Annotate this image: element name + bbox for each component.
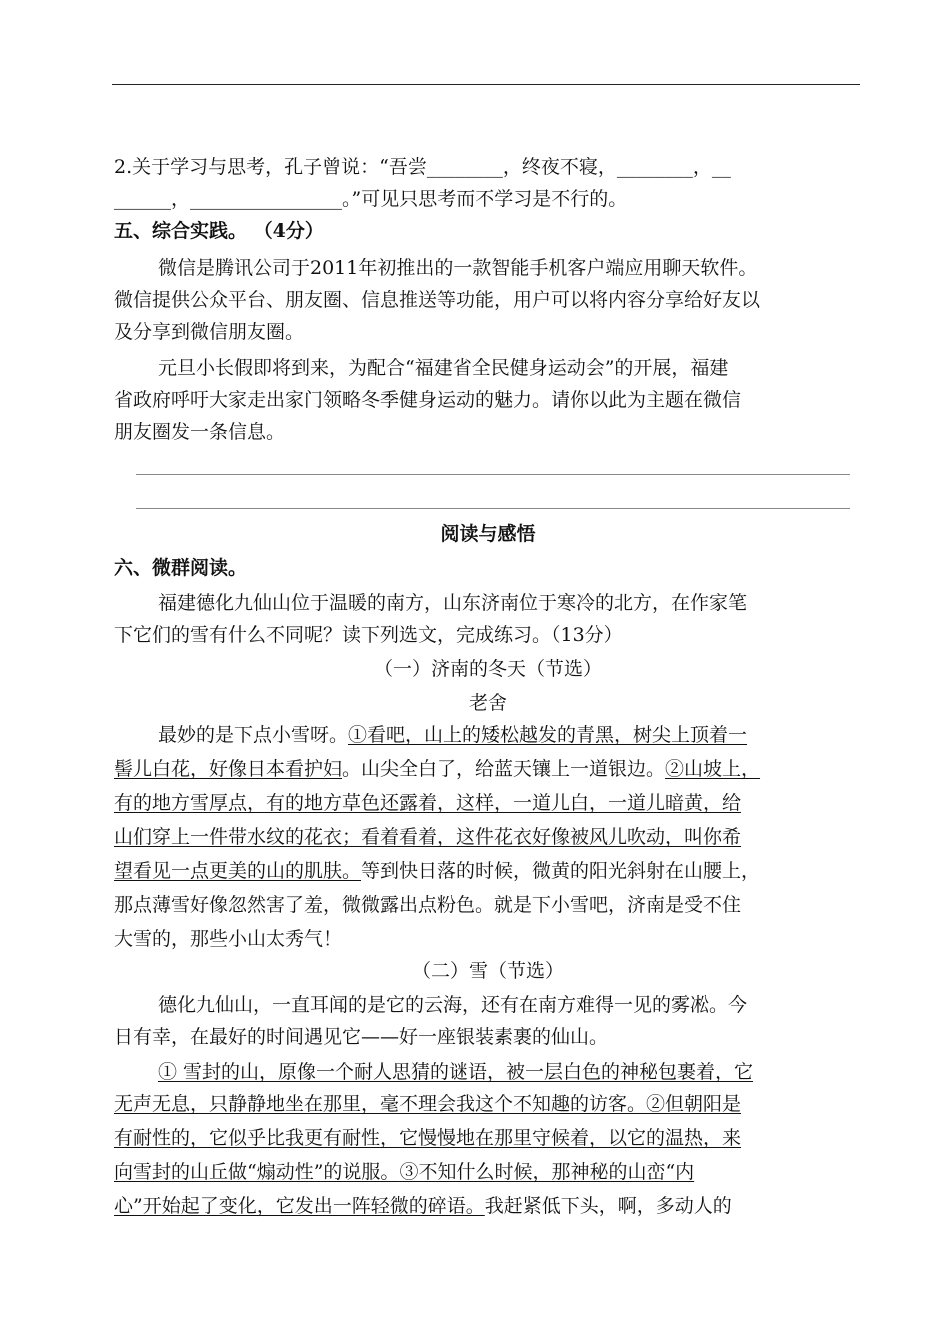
passage2-title: （二）雪（节选） xyxy=(411,960,564,982)
plain-text: 我赶紧低下头，啊，多动人的 xyxy=(484,1195,732,1217)
underlined-sentence-1: 无声无息，只静静地坐在那里，毫不理会我这个不知趣的访客。 xyxy=(114,1093,647,1115)
passage1-line-7: 大雪的，那些小山太秀气！ xyxy=(114,928,343,950)
section5-p1-line: 微信提供公众平台、朋友圈、信息推送等功能，用户可以将内容分享给好友以 xyxy=(114,289,761,311)
passage1-author: 老舍 xyxy=(468,692,507,714)
answer-line[interactable] xyxy=(136,474,850,475)
section5-p1-line: 及分享到微信朋友圈。 xyxy=(114,321,305,343)
passage2-line-6 xyxy=(114,1156,862,1188)
passage2-line-5 xyxy=(114,1122,862,1154)
section6-intro-line: 福建德化九仙山位于温暖的南方，山东济南位于寒冷的北方，在作家笔 xyxy=(158,592,748,614)
underlined-sentence-2: 山们穿上一件带水纹的花衣；看着看着，这件花衣好像被风儿吹动，叫你希 xyxy=(114,826,742,848)
section5-p2-line: 朋友圈发一条信息。 xyxy=(114,421,286,443)
passage1-title: （一）济南的冬天（节选） xyxy=(373,658,602,680)
underlined-sentence-3: ③不知什么时候，那神秘的山峦“内 xyxy=(399,1161,695,1183)
q2-line-1: 2.关于学习与思考，孔子曾说：“吾尝________，终夜不寝，________，__ xyxy=(114,156,731,178)
passage1-line-3 xyxy=(114,787,862,819)
section5-heading: 五、综合实践。 （4分） xyxy=(114,220,324,242)
reading-section-title: 阅读与感悟 xyxy=(440,523,536,545)
plain-text: 。山尖全白了，给蓝天镶上一道银边。 xyxy=(342,758,666,780)
top-rule xyxy=(112,84,860,85)
passage1-line-2 xyxy=(114,753,862,785)
passage2-p1-line: 日有幸，在最好的时间遇见它——好一座银装素裹的仙山。 xyxy=(114,1026,609,1048)
q2-line-2: ______，________________。”可见只思考而不学习是不行的。 xyxy=(114,188,628,210)
underlined-sentence-2: ②但朝阳是 xyxy=(646,1093,742,1115)
passage1-line-5 xyxy=(114,855,862,887)
underlined-sentence-1: ① 雪封的山，原像一个耐人思猜的谜语，被一层白色的神秘包裹着，它 xyxy=(158,1061,754,1083)
underlined-sentence-2: 有耐性的，它似乎比我更有耐性，它慢慢地在那里守候着，以它的温热，来 xyxy=(114,1127,742,1149)
section6-heading: 六、微群阅读。 xyxy=(114,557,248,579)
passage1-line-1 xyxy=(158,719,906,751)
section5-p2-line: 元旦小长假即将到来，为配合“福建省全民健身运动会”的开展，福建 xyxy=(158,357,729,379)
section5-p1-line: 微信是腾讯公司于2011年初推出的一款智能手机客户端应用聊天软件。 xyxy=(158,257,758,279)
underlined-sentence-3: 心”开始起了变化，它发出一阵轻微的碎语。 xyxy=(114,1195,485,1217)
section6-intro-line: 下它们的雪有什么不同呢？读下列选文，完成练习。（13分） xyxy=(114,624,623,646)
underlined-sentence-2: 望看见一点更美的山的肌肤。 xyxy=(114,860,362,882)
passage2-line-4 xyxy=(114,1088,862,1120)
passage2-line-7 xyxy=(114,1190,862,1222)
plain-text: 等到快日落的时候，微黄的阳光斜射在山腰上， xyxy=(361,860,761,882)
passage1-line-6: 那点薄雪好像忽然害了羞，微微露出点粉色。就是下小雪吧，济南是受不住 xyxy=(114,894,742,916)
passage2-p1-line: 德化九仙山，一直耳闻的是它的云海，还有在南方难得一见的雾凇。今 xyxy=(158,994,748,1016)
answer-line[interactable] xyxy=(136,508,850,509)
plain-text: 最妙的是下点小雪呀。 xyxy=(158,724,349,746)
underlined-sentence-2: 有的地方雪厚点，有的地方草色还露着，这样，一道儿白，一道儿暗黄，给 xyxy=(114,792,742,814)
underlined-sentence-1: ①看吧，山上的矮松越发的青黑，树尖上顶着一 xyxy=(348,724,748,746)
underlined-sentence-2: ②山坡上， xyxy=(665,758,761,780)
section5-p2-line: 省政府呼吁大家走出家门领略冬季健身运动的魅力。请你以此为主题在微信 xyxy=(114,389,742,411)
passage1-line-4 xyxy=(114,821,862,853)
underlined-sentence-2: 向雪封的山丘做“煽动性”的说服。 xyxy=(114,1161,400,1183)
passage2-line-3 xyxy=(158,1056,906,1088)
underlined-sentence-1: 髻儿白花，好像日本看护妇 xyxy=(114,758,343,780)
